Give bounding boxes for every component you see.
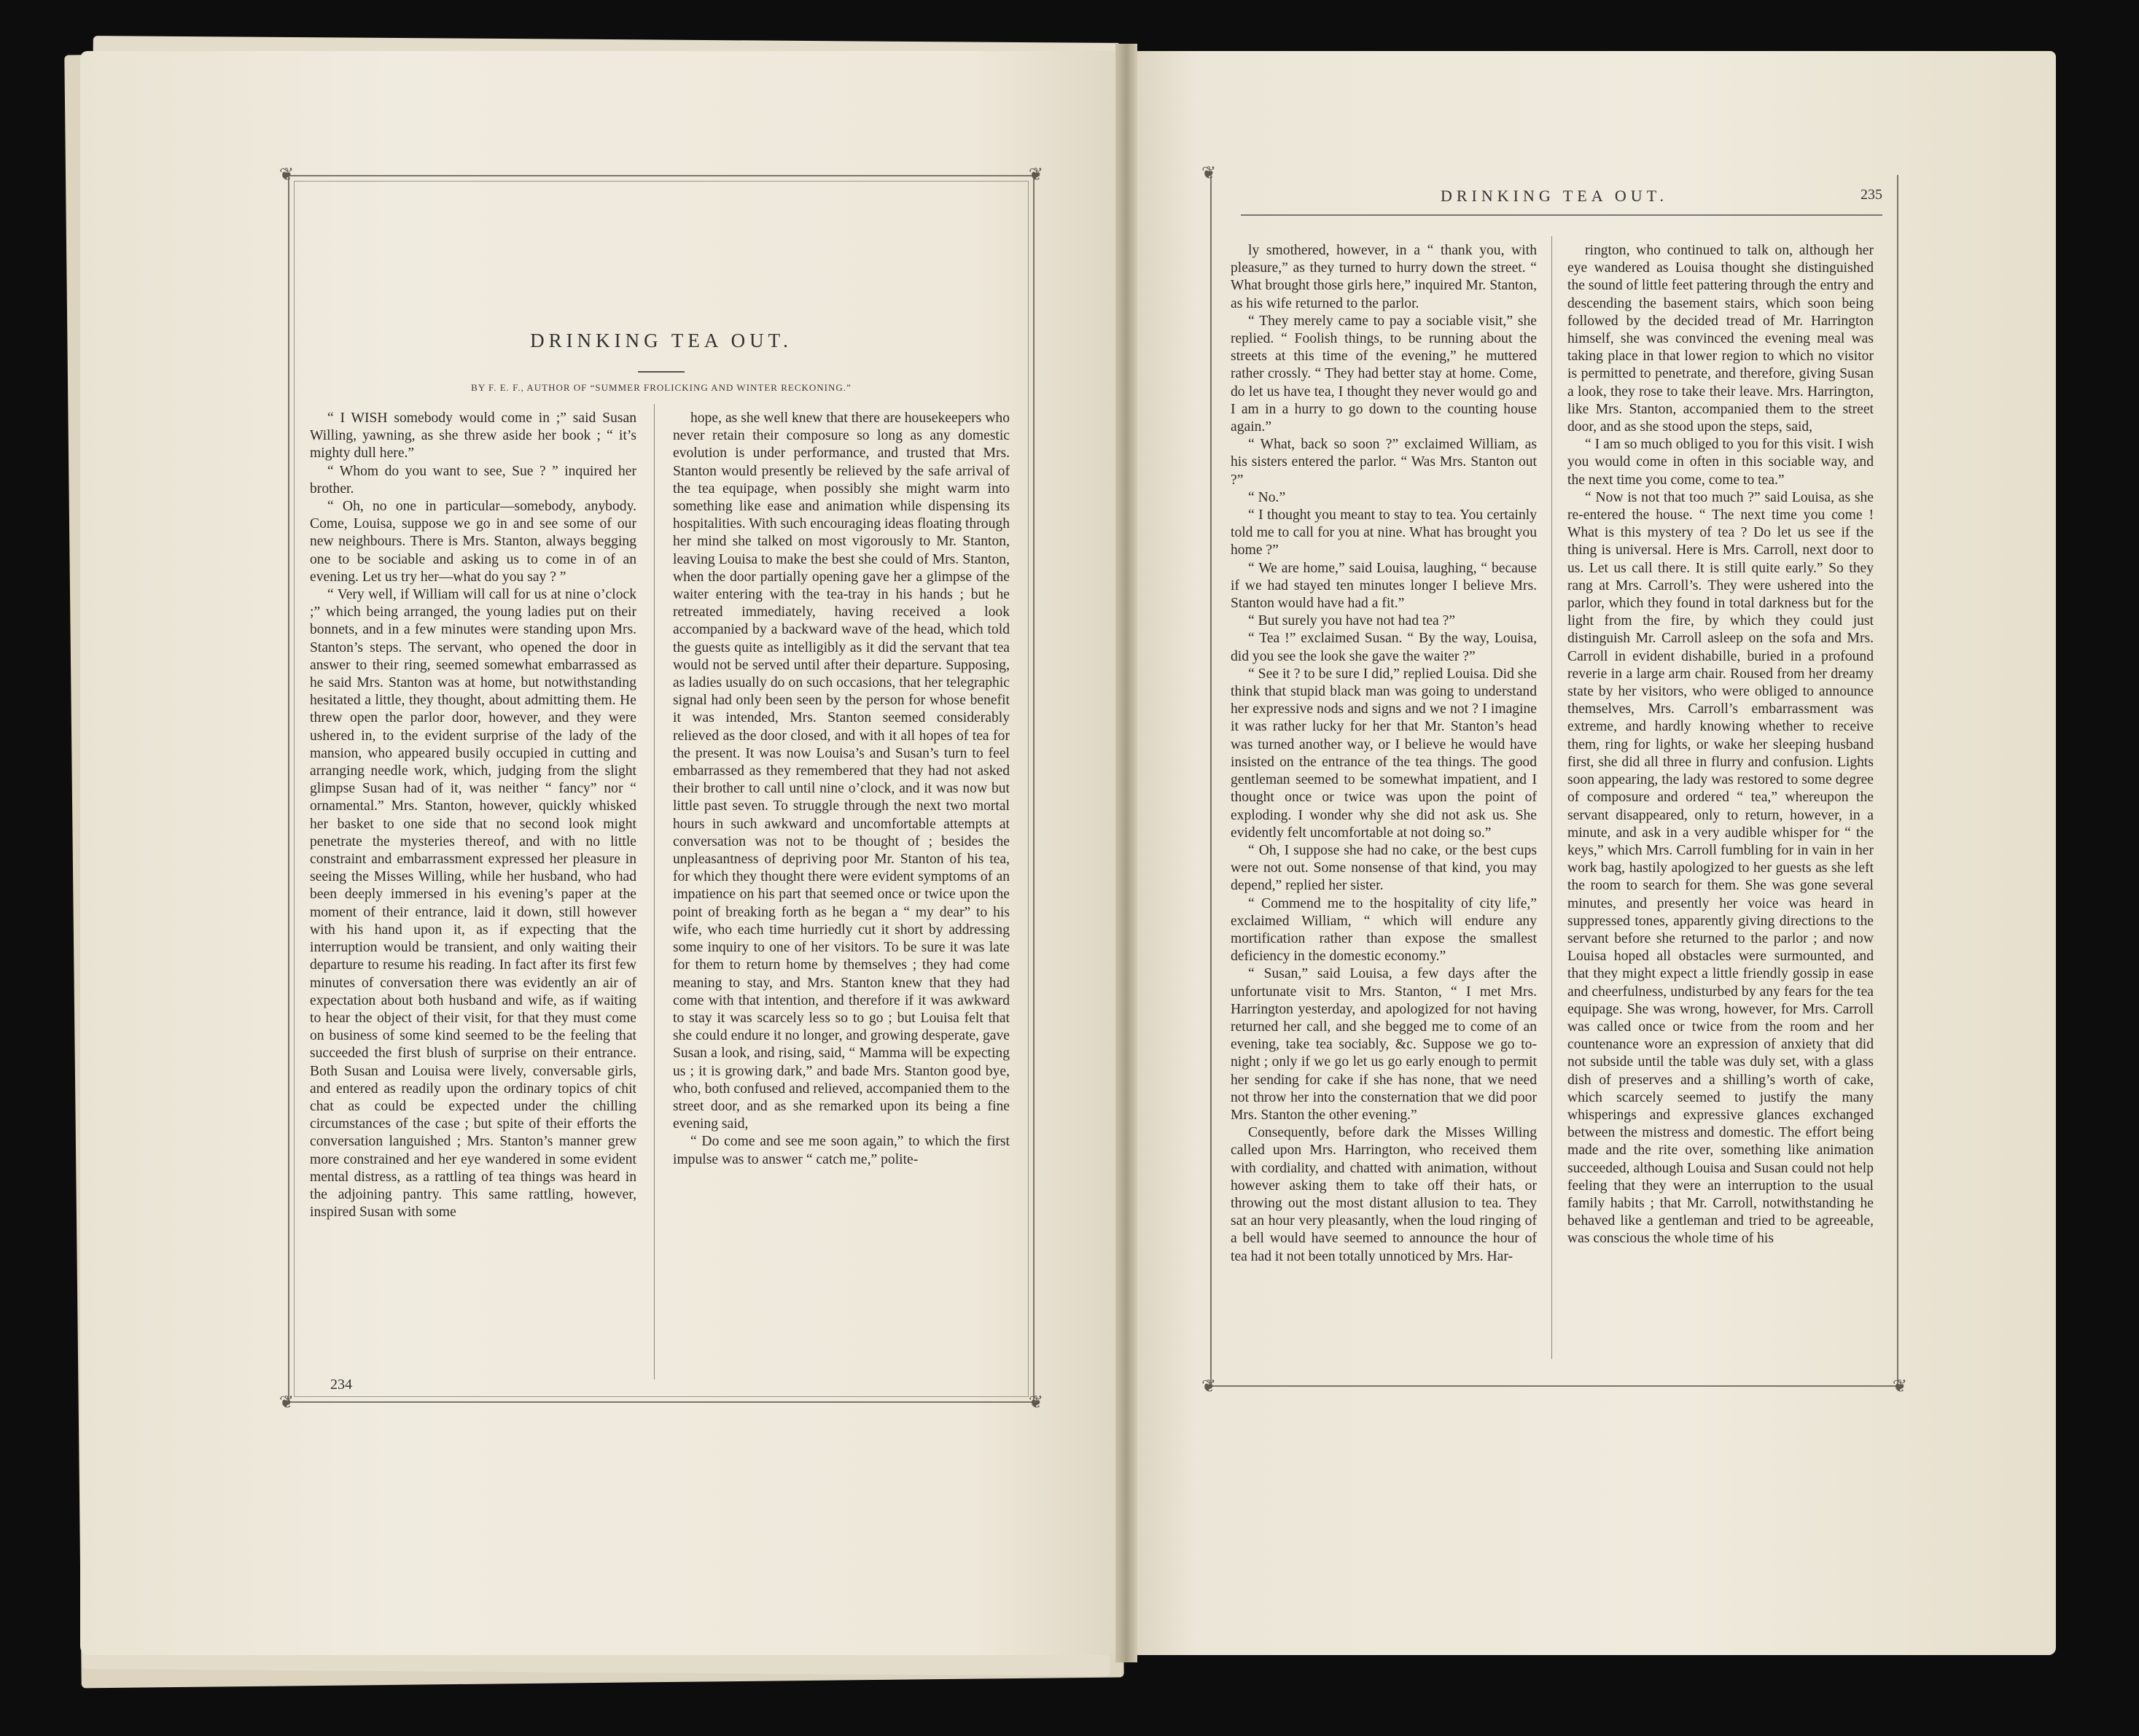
article-byline: BY F. E. F., AUTHOR OF “SUMMER FROLICKING AND WINTER RECKONING.”: [471, 382, 852, 393]
paragraph: Consequently, before dark the Misses Willing called upon Mrs. Harrington, who received them with cordiality, and chatted with animation, without however asking them to take off their hats, or throwing out the most distant allusion to tea. They sat an hour very pleasantly, when the loud ringing of a bell would have seemed to announce the hour of tea had it not been totally unnoticed by Mrs. Har-: [1231, 1125, 1537, 1264]
column-rule: [1551, 236, 1552, 1359]
paragraph: “ They merely came to pay a sociable visit,” she replied. “ Foolish things, to be running about the streets at this time of the evening,” he muttered rather crossly. “ They had better stay at home. Come, do let us have tea, I thought they never would go and I am in a hurry to go down to the counting house again.”: [1231, 313, 1537, 435]
right-column-2: [1567, 242, 1874, 1248]
header-rule: [1241, 214, 1882, 216]
page-number: 235: [1861, 187, 1882, 203]
running-title: DRINKING TEA OUT.: [1441, 187, 1668, 205]
corner-ornament-icon: ❦: [279, 1393, 295, 1412]
paragraph: “ Oh, I suppose she had no cake, or the best cups were not out. Some nonsense of that kind, you may depend,” replied her sister.: [1231, 842, 1537, 894]
paragraph: “ See it ? to be sure I did,” replied Louisa. Did she think that stupid black man was going to understand her expressive nods and signs and we not ? I imagine it was rather lucky for her that Mr. Stanton’s head was turned another way, or I believe he would have insisted on the entrance of the tea things. The good gentleman seemed to be somewhat impatient, and I thought once or twice was upon the point of exploding. I wonder why she did not ask us. She evidently felt uncomfortable at not doing so.”: [1231, 666, 1537, 841]
right-column-1: [1231, 242, 1537, 1266]
title-divider: [638, 371, 685, 373]
paragraph: “ No.”: [1248, 489, 1286, 505]
left-column-2: [673, 410, 1010, 1169]
paragraph: “ Very well, if William will call for us at nine o’clock ;” which being arranged, the young ladies put on their bonnets, and in a few minutes were standing upon Mrs. Stanton’s steps. The servant, who opened the door in answer to their ring, seemed somewhat embarrassed as he said Mrs. Stanton was at home, but notwithstanding hesitated a little, they thought, about admitting them. He threw open the parlor door, however, and they were ushered in, to the evident surprise of the lady of the mansion, who appeared busily occupied in cutting and arranging needle work, which, judging from the slight glimpse Susan had of it, was neither “ fancy” nor “ ornamental.” Mrs. Stanton, however, quickly whisked her basket to one side that no second look might penetrate the mysteries thereof, and with no little constraint and embarrassment expressed her pleasure in seeing the Misses Willing, while her husband, who had been deeply immersed in his evening’s paper at the moment of their entrance, laid it down, still however with his hand upon it, as if expecting that the interruption would be transient, and only waiting their departure to resume his reading. In fact after its first few minutes of conversation there was evidently an air of expectation about both husband and wife, as if waiting to hear the object of their visit, for that they must come on business of some kind seemed to be the feeling that succeeded the first blush of surprise on their entrance. Both Susan and Louisa were lively, conversable girls, and entered as readily upon the ordinary topics of chit chat as could be expected under the chilling circumstances of the case ; but spite of their efforts the conversation languished ; Mrs. Stanton’s manner grew more constrained and her eye wandered in some evident mental distress, as a rattling of tea things was heard in the adjoining pantry. This same rattling, however, inspired Susan with some: [310, 587, 636, 1221]
left-column-1: [310, 410, 636, 1221]
paragraph: “ Commend me to the hospitality of city life,” exclaimed William, “ which will endure any mortification rather than expose the smallest deficiency in the domestic economy.”: [1231, 895, 1537, 965]
right-page: [1201, 164, 1907, 1396]
corner-ornament-icon: ❦: [279, 166, 295, 184]
paragraph: rington, who continued to talk on, although her eye wandered as Louisa thought she distinguished the sound of little feet pattering through the entry and descending the basement stairs, which soon being followed by the decided tread of Mr. Harrington himself, she was convinced the evening meal was taking place in that lower region to which no visitor is permitted to penetrate, and therefore, giving Susan a look, they rose to take their leave. Mrs. Harrington, like Mrs. Stanton, accompanied them to the street door, and as she stood upon the steps, said,: [1567, 243, 1874, 435]
paragraph: “ Now is not that too much ?” said Louisa, as she re-entered the house. “ The next time you come ! What is this mystery of tea ? Do let us see if the thing is universal. Here is Mrs. Carroll, next door to us. Let us call there. It is still quite early.” So they rang at Mrs. Carroll’s. They were ushered into the parlor, which they found in total darkness but for the light from the fire, by which they could just distinguish Mr. Carroll asleep on the sofa and Mrs. Carroll in evident dishabille, buried in a profound reverie in a large arm chair. Roused from her dreamy state by her visitors, who were obliged to announce themselves, Mrs. Carroll’s embarrassment was extreme, and hardly knowing whether to receive them, ring for lights, or wake her sleeping husband first, she did all three in flurry and confusion. Lights soon appearing, the lady was restored to some degree of composure and ordered “ tea,” whereupon the servant disappeared, only to return, however, in a minute, and ask in a very audible whisper for “ the keys,” which Mrs. Carroll fumbling for in vain in her work bag, hastily apologized to her guests as she left the room to search for them. She was gone several minutes, and presently her voice was heard in suppressed tones, apparently giving directions to the servant before she returned to the parlor ; and now Louisa hoped all obstacles were surmounted, and that they might expect a little friendly gossip in ease and cheerfulness, undisturbed by any fears for the tea equipage. She was wrong, however, for Mrs. Carroll was called once or twice from the room and her countenance wore an expression of anxiety that did not subside until the table was duly set, with a glass dish of preserves and a shilling’s worth of cake, which scarcely seemed to justify the many whisperings and expressive glances exchanged between the mistress and domestic. The effort being made and the rite over, something like animation succeeded, although Louisa and Susan could not help feeling that they were an interruption to the usual family habits ; that Mr. Carroll, notwithstanding he behaved like a gentleman and tried to be agreeable, was conscious the whole time of his: [1567, 489, 1874, 1247]
corner-ornament-icon: ❦: [1201, 164, 1217, 183]
paragraph: “ Do come and see me soon again,” to which the first impulse was to answer “ catch me,” polite-: [673, 1134, 1010, 1167]
column-rule: [654, 404, 655, 1379]
paragraph: “ What, back so soon ?” exclaimed William, as his sisters entered the parlor. “ Was Mrs. Stanton out ?”: [1231, 437, 1537, 488]
left-page: [279, 166, 1043, 1412]
corner-ornament-icon: ❦: [1201, 1377, 1217, 1396]
corner-ornament-icon: ❦: [1028, 166, 1043, 184]
corner-ornament-icon: ❦: [1028, 1393, 1043, 1412]
paragraph: “ Tea !” exclaimed Susan. “ By the way, Louisa, did you see the look she gave the waiter ?”: [1231, 631, 1537, 664]
paragraph: “ Whom do you want to see, Sue ? ” inquired her brother.: [310, 463, 636, 497]
book-gutter: [1115, 44, 1137, 1662]
paragraph: “ I WISH somebody would come in ;” said Susan Willing, yawning, as she threw aside her book ; “ it’s mighty dull here.”: [310, 410, 636, 462]
paragraph: “ But surely you have not had tea ?”: [1248, 613, 1456, 629]
page-number: 234: [330, 1377, 352, 1393]
paragraph: “ I am so much obliged to you for this visit. I wish you would come in often in this sociable way, and the next time you come, come to tea.”: [1567, 437, 1874, 488]
paragraph: “ Susan,” said Louisa, a few days after the unfortunate visit to Mrs. Stanton, “ I met Mrs. Harrington yesterday, and apologized for not having returned her call, and she begged me to come of an evening, take tea sociably, &c. Suppose we go to-night ; only if we go let us go early enough to permit her sending for cake if she has none, that we need not throw her into the consternation that we did poor Mrs. Stanton the other evening.”: [1231, 966, 1537, 1123]
paragraph: “ We are home,” said Louisa, laughing, “ because if we had stayed ten minutes longer I believe Mrs. Stanton would have had a fit.”: [1231, 560, 1537, 612]
article-title: DRINKING TEA OUT.: [530, 330, 792, 351]
paragraph: “ Oh, no one in particular—somebody, anybody. Come, Louisa, suppose we go in and see some of our new neighbours. There is Mrs. Stanton, always begging one to be sociable and asking us to come in of an evening. Let us try her—what do you say ? ”: [310, 499, 636, 585]
corner-ornament-icon: ❦: [1892, 1377, 1907, 1396]
paragraph: “ I thought you meant to stay to tea. You certainly told me to call for you at nine. What has brought you home ?”: [1231, 507, 1537, 558]
paragraph: ly smothered, however, in a “ thank you, with pleasure,” as they turned to hurry down the street. “ What brought those girls here,” inquired Mr. Stanton, as his wife returned to the parlor.: [1231, 243, 1537, 311]
paragraph: hope, as she well knew that there are housekeepers who never retain their composure so long as any domestic evolution is under performance, and trusted that Mrs. Stanton would presently be relieved by the safe arrival of the tea equipage, when possibly she might warm into something like ease and animation while dispensing its hospitalities. With such encouraging ideas floating through her mind she talked on most vigorously to Mr. Stanton, leaving Louisa to make the best she could of Mrs. Stanton, when the door partially opening gave her a glimpse of the waiter entering with the tea-tray in his hands ; but he retreated immediately, having received a look accompanied by a backward wave of the head, which told the guests quite as intelligibly as it did the servant that tea would not be served until after their departure. Supposing, as ladies usually do on such occasions, that her telegraphic signal had only been seen by the person for whose benefit it was intended, Mrs. Stanton seemed considerably relieved as the door closed, and with it all hopes of tea for the present. It was now Louisa’s and Susan’s turn to feel embarrassed as they remembered that they had not asked their brother to call until nine o’clock, and it was now but little past seven. To struggle through the next two mortal hours in such awkward and uncomfortable attempts at conversation was not to be thought of ; besides the unpleasantness of depriving poor Mr. Stanton of his tea, for which they thought there were evident symptoms of an impatience on his part that seemed once or twice upon the point of breaking forth as he began a “ my dear” to his wife, who each time hurriedly cut it short by addressing some inquiry to one of her visitors. To be sure it was late for them to return home by themselves ; they had come meaning to stay, and Mrs. Stanton knew that they had come with that intention, and therefore if it was awkward to stay it was scarcely less so to go ; but Louisa felt that she could endure it no longer, and growing desperate, gave Susan a look, and rising, said, “ Mamma will be expecting us ; it is growing dark,” and bade Mrs. Stanton good bye, who, both confused and relieved, accompanied them to the street door, and as she remarked upon its being a fine evening said,: [673, 410, 1010, 1132]
